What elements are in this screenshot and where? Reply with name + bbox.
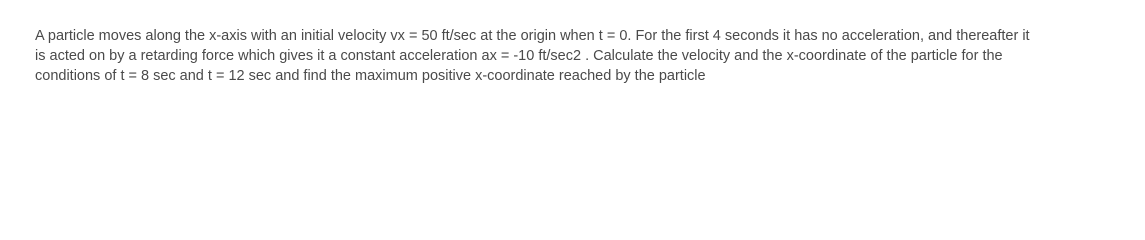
problem-line-3: conditions of t = 8 sec and t = 12 sec and find the maximum positive x-coordinate reached by the particle bbox=[35, 68, 706, 84]
problem-line-2: is acted on by a retarding force which gives it a constant acceleration ax = -10 ft/sec2 . Calculate the velocity and the x-coordinate of the particle for the bbox=[35, 48, 1003, 64]
problem-line-1: A particle moves along the x-axis with an initial velocity vx = 50 ft/sec at the origin when t = 0. For the first 4 seconds it has no acceleration, and thereafter it bbox=[35, 28, 1030, 44]
problem-statement bbox=[35, 26, 1125, 86]
